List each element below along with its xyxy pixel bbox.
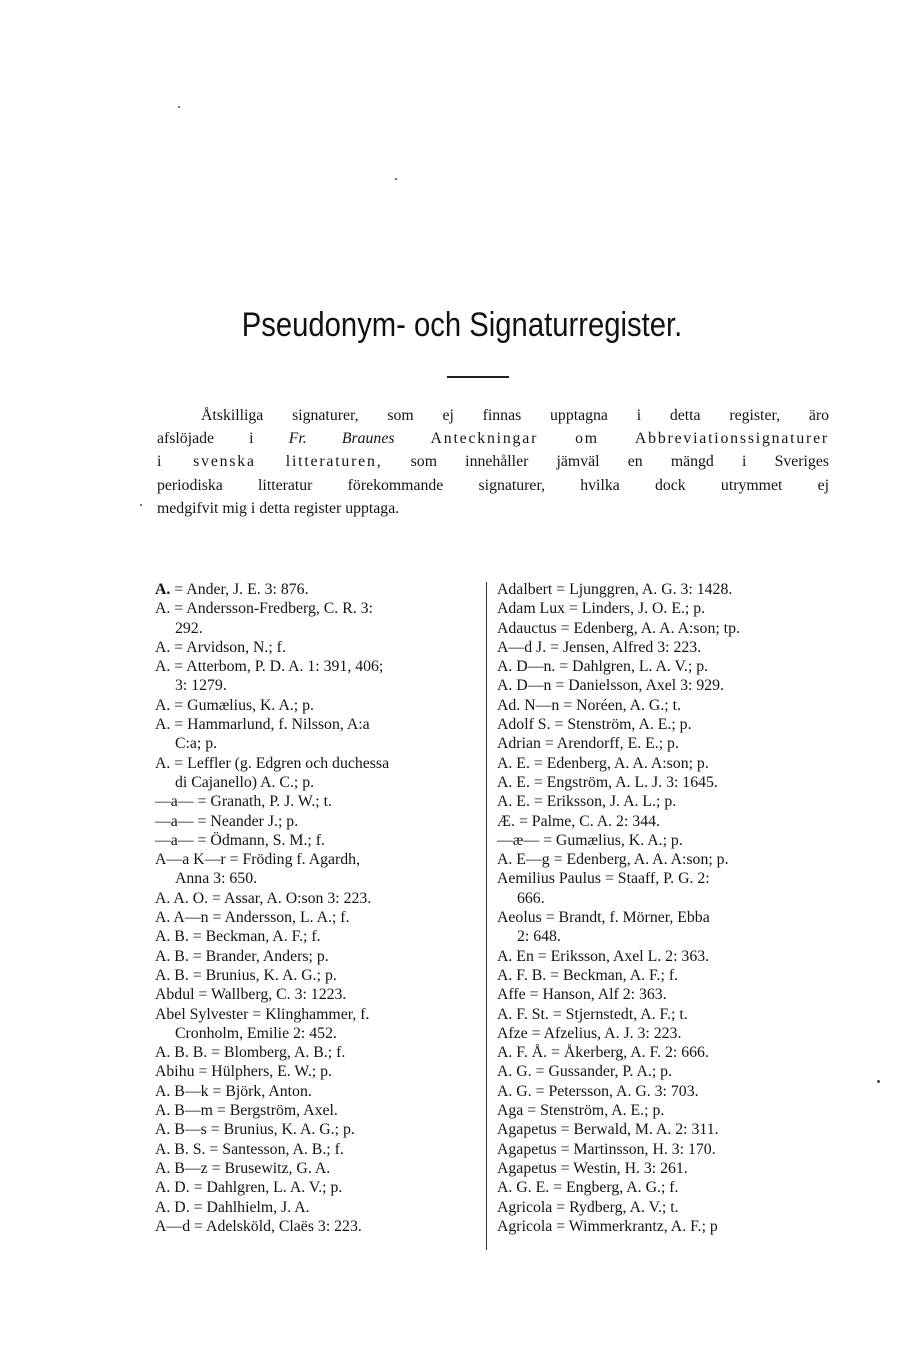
entry-text: Affe = Hanson, Alf 2: 363. (497, 986, 667, 1004)
entry-text: A. A—n = Andersson, L. A.; f. (155, 909, 350, 927)
register-entry (497, 908, 821, 927)
intro-line (157, 474, 829, 497)
register-entry (155, 1062, 477, 1081)
register-entry (497, 657, 821, 676)
register-entry (497, 773, 821, 792)
register-entry (497, 734, 821, 753)
register-entry (155, 1082, 477, 1101)
register-entry-continuation (497, 889, 821, 908)
register-entry (497, 966, 821, 985)
entry-text: C:a; p. (175, 735, 218, 753)
intro-line (157, 404, 829, 427)
entry-text: A. E. = Engström, A. L. J. 3: 1645. (497, 773, 718, 791)
entry-text: A. D. = Dahlgren, L. A. V.; p. (155, 1179, 343, 1197)
register-entry (497, 869, 821, 888)
entry-text: A. = Arvidson, N.; f. (155, 638, 286, 656)
entry-head: A. (155, 581, 171, 598)
register-entry-continuation (155, 773, 477, 792)
intro-line (157, 497, 829, 520)
register-entry (155, 754, 477, 773)
entry-text: Abel Sylvester = Klinghammer, f. (155, 1005, 370, 1023)
entry-text: Adauctus = Edenberg, A. A. A:son; tp. (497, 619, 740, 637)
register-entry (155, 1159, 477, 1178)
entry-text: A. = Gumælius, K. A.; p. (155, 696, 314, 714)
entry-text: Abihu = Hülphers, E. W.; p. (155, 1063, 332, 1081)
register-entry (497, 715, 821, 734)
register-entry (155, 1217, 477, 1236)
register-entry (497, 619, 821, 638)
register-entry (497, 696, 821, 715)
entry-text: Adam Lux = Linders, J. O. E.; p. (497, 600, 706, 618)
entry-text: Adolf S. = Stenström, A. E.; p. (497, 716, 692, 734)
register-entry-continuation (155, 619, 477, 638)
register-entry (497, 638, 821, 657)
entry-text: A. = Andersson-Fredberg, C. R. 3: (155, 600, 373, 618)
entry-text: A. A. O. = Assar, A. O:son 3: 223. (155, 889, 372, 907)
register-entry (497, 812, 821, 831)
register-entry-continuation (155, 869, 477, 888)
intro-text-spaced: Anteckningar om Abbreviationssignaturer (394, 430, 829, 448)
entry-text: Agapetus = Martinsson, H. 3: 170. (497, 1140, 716, 1158)
register-entry (155, 1120, 477, 1139)
title-rule (447, 376, 509, 378)
register-entry (497, 1140, 821, 1159)
register-entry (497, 985, 821, 1004)
register-entry (497, 1178, 821, 1197)
entry-text: A. E—g = Edenberg, A. A. A:son; p. (497, 851, 729, 869)
register-entry (155, 1140, 477, 1159)
register-entry (155, 580, 477, 599)
entry-text: Abdul = Wallberg, C. 3: 1223. (155, 986, 347, 1004)
intro-paragraph (157, 404, 829, 520)
entry-text: A. G. = Gussander, P. A.; p. (497, 1063, 673, 1081)
register-entry (497, 1082, 821, 1101)
register-entry (155, 1043, 477, 1062)
entry-text: A. = Leffler (g. Edgren och duchessa (155, 754, 390, 772)
register-entry-continuation (497, 927, 821, 946)
register-entry-continuation (155, 1024, 477, 1043)
register-entry (155, 715, 477, 734)
register-entry (497, 580, 821, 599)
register-entry (155, 1198, 477, 1217)
register-entry (155, 908, 477, 927)
intro-text-spaced: i svenska litteraturen, (157, 453, 383, 471)
register-entry (497, 831, 821, 850)
register-entry (155, 638, 477, 657)
print-speck (395, 178, 397, 180)
entry-text: A—d J. = Jensen, Alfred 3: 223. (497, 638, 702, 656)
entry-text: Æ. = Palme, C. A. 2: 344. (497, 812, 660, 830)
register-entry (497, 792, 821, 811)
entry-text: Adalbert = Ljunggren, A. G. 3: 1428. (497, 581, 733, 598)
intro-text-pre: periodiska litteratur förekommande signaturer, hvilka dock utrymmet ej (157, 476, 829, 494)
entry-text: A. B—s = Brunius, K. A. G.; p. (155, 1121, 355, 1139)
intro-text-pre: afslöjade i (157, 430, 289, 448)
entry-text: di Cajanello) A. C.; p. (175, 773, 315, 791)
entry-text: A. F. Å. = Åkerberg, A. F. 2: 666. (497, 1044, 709, 1062)
entry-text: A. B. = Beckman, A. F.; f. (155, 928, 321, 946)
entry-text: A. = Hammarlund, f. Nilsson, A:a (155, 716, 370, 734)
entry-text: —æ— = Gumælius, K. A.; p. (497, 831, 683, 849)
entry-text: A. E. = Edenberg, A. A. A:son; p. (497, 754, 709, 772)
entry-text: = Ander, J. E. 3: 876. (170, 581, 309, 598)
register-entry (497, 1062, 821, 1081)
register-entry (155, 696, 477, 715)
entry-text: A. B. B. = Blomberg, A. B.; f. (155, 1044, 346, 1062)
intro-line (157, 427, 829, 450)
intro-text-pre: Åtskilliga signaturer, som ej finnas upptagna i detta register, äro (201, 407, 829, 424)
register-column-left (155, 580, 477, 1236)
register-entry (155, 966, 477, 985)
register-entry (497, 1024, 821, 1043)
entry-text: 3: 1279. (175, 677, 227, 695)
register-entry-continuation (155, 734, 477, 753)
register-entry (155, 792, 477, 811)
intro-text-pre: medgifvit mig i detta register upptaga. (157, 499, 400, 517)
entry-text: A. F. St. = Stjernstedt, A. F.; t. (497, 1005, 688, 1023)
register-entry (497, 1159, 821, 1178)
entry-text: —a— = Ödmann, S. M.; f. (155, 831, 325, 849)
entry-text: A. B—z = Brusewitz, G. A. (155, 1159, 331, 1177)
register-entry (497, 1005, 821, 1024)
entry-text: A. D. = Dahlhielm, J. A. (155, 1198, 310, 1216)
entry-text: 666. (517, 889, 545, 907)
entry-text: A. G. E. = Engberg, A. G.; f. (497, 1179, 679, 1197)
entry-text: A—a K—r = Fröding f. Agardh, (155, 851, 361, 869)
entry-text: Agapetus = Westin, H. 3: 261. (497, 1159, 688, 1177)
entry-text: A. B—m = Bergström, Axel. (155, 1102, 338, 1120)
entry-text: A. B—k = Björk, Anton. (155, 1082, 312, 1100)
entry-text: A—d = Adelsköld, Claës 3: 223. (155, 1217, 362, 1235)
register-entry (497, 1217, 821, 1236)
entry-text: A. D—n. = Dahlgren, L. A. V.; p. (497, 658, 709, 676)
register-entry-continuation (155, 676, 477, 695)
entry-text: A. B. = Brander, Anders; p. (155, 947, 329, 965)
register-entry (155, 599, 477, 618)
entry-text: —a— = Neander J.; p. (155, 812, 299, 830)
register-entry (155, 889, 477, 908)
page-title: Pseudonym- och Signaturregister. (241, 306, 683, 344)
entry-text: 2: 648. (517, 928, 561, 946)
entry-text: Adrian = Arendorff, E. E.; p. (497, 735, 679, 753)
entry-text: A. G. = Petersson, A. G. 3: 703. (497, 1082, 699, 1100)
entry-text: A. E. = Eriksson, J. A. L.; p. (497, 793, 677, 811)
print-speck (877, 1080, 880, 1083)
register-entry (155, 850, 477, 869)
entry-text: Aeolus = Brandt, f. Mörner, Ebba (497, 909, 710, 927)
register-entry (155, 927, 477, 946)
entry-text: A. D—n = Danielsson, Axel 3: 929. (497, 677, 724, 695)
register-entry (155, 1101, 477, 1120)
register-entry (155, 1005, 477, 1024)
print-speck (140, 504, 142, 506)
entry-text: 292. (175, 619, 203, 637)
intro-text-post: som innehåller jämväl en mängd i Sveriges (382, 453, 829, 471)
entry-text: A. B. S. = Santesson, A. B.; f. (155, 1140, 344, 1158)
entry-text: Cronholm, Emilie 2: 452. (175, 1024, 337, 1042)
register-entry (155, 657, 477, 676)
register-entry (497, 599, 821, 618)
register-entry (155, 985, 477, 1004)
register-entry (497, 1043, 821, 1062)
register-entry (497, 850, 821, 869)
entry-text: Ad. N—n = Noréen, A. G.; t. (497, 696, 681, 714)
register-entry (155, 947, 477, 966)
register-entry (155, 1178, 477, 1197)
entry-text: A. F. B. = Beckman, A. F.; f. (497, 966, 679, 984)
register-entry (497, 1120, 821, 1139)
intro-line (157, 450, 829, 473)
entry-text: A. B. = Brunius, K. A. G.; p. (155, 966, 337, 984)
entry-text: Agapetus = Berwald, M. A. 2: 311. (497, 1121, 719, 1139)
intro-text-italic: Fr. Braunes (288, 430, 395, 448)
register-column-right (497, 580, 821, 1236)
print-speck (178, 106, 180, 108)
register-entry (155, 831, 477, 850)
register-entry (155, 812, 477, 831)
entry-text: Anna 3: 650. (175, 870, 258, 888)
entry-text: Agricola = Rydberg, A. V.; t. (497, 1198, 679, 1216)
entry-text: —a— = Granath, P. J. W.; t. (155, 793, 332, 811)
register-entry (497, 676, 821, 695)
entry-text: Agricola = Wimmerkrantz, A. F.; p (497, 1217, 718, 1235)
register-entry (497, 1101, 821, 1120)
entry-text: Aga = Stenström, A. E.; p. (497, 1102, 665, 1120)
register-entry (497, 754, 821, 773)
register-entry (497, 947, 821, 966)
register-entry (497, 1198, 821, 1217)
column-divider (486, 582, 487, 1250)
entry-text: A. En = Eriksson, Axel L. 2: 363. (497, 947, 710, 965)
entry-text: A. = Atterbom, P. D. A. 1: 391, 406; (155, 658, 384, 676)
entry-text: Aemilius Paulus = Staaff, P. G. 2: (497, 870, 710, 888)
entry-text: Afze = Afzelius, A. J. 3: 223. (497, 1024, 682, 1042)
